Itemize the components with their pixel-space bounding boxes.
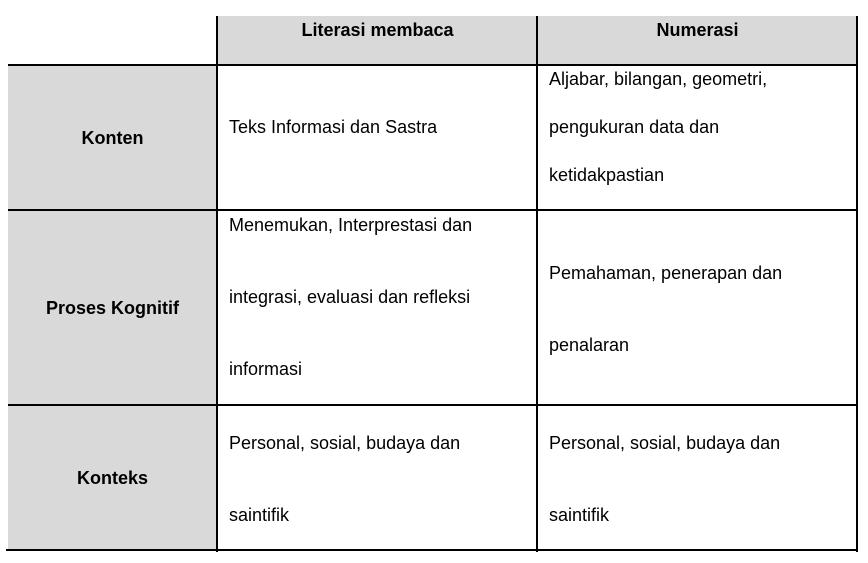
cell-text: Pemahaman, penerapan dan <box>549 263 783 283</box>
row-header-konteks <box>8 406 217 550</box>
cell-proses-numerasi <box>538 211 857 405</box>
column-header-literasi: Literasi membaca <box>301 20 454 40</box>
grid-line-vertical <box>536 16 538 552</box>
column-header-numerasi: Numerasi <box>656 20 739 40</box>
cell-text: penalaran <box>549 335 630 355</box>
row-label-konteks: Konteks <box>76 467 148 488</box>
grid-line-horizontal <box>8 209 858 211</box>
row-header-konten <box>8 66 217 210</box>
cell-text: saintifik <box>229 505 290 525</box>
grid-line-horizontal <box>8 404 858 406</box>
cell-konten-literasi <box>218 66 537 210</box>
cell-text: Personal, sosial, budaya dan <box>229 433 461 453</box>
cell-text: informasi <box>229 359 303 379</box>
grid-line-vertical <box>856 16 858 552</box>
row-label-konten: Konten <box>81 127 144 148</box>
grid-line-horizontal <box>6 549 858 551</box>
cell-konteks-numerasi <box>538 406 857 550</box>
cell-proses-literasi <box>218 211 537 405</box>
row-label-proses-kognitif: Proses Kognitif <box>45 297 179 318</box>
cell-konten-numerasi <box>538 66 857 210</box>
cell-text: ketidakpastian <box>549 165 665 185</box>
cell-text: pengukuran data dan <box>549 117 720 137</box>
header-cell-literasi <box>218 16 537 65</box>
header-cell-numerasi <box>538 16 857 65</box>
cell-text: integrasi, evaluasi dan refleksi <box>229 287 471 307</box>
cell-konteks-literasi <box>218 406 537 550</box>
cell-text: saintifik <box>549 505 610 525</box>
cell-text: Personal, sosial, budaya dan <box>549 433 781 453</box>
cell-text: Menemukan, Interprestasi dan <box>229 215 473 235</box>
cell-text: Teks Informasi dan Sastra <box>229 117 438 137</box>
row-header-proses-kognitif <box>8 211 217 405</box>
grid-line-horizontal <box>8 64 858 66</box>
cell-text: Aljabar, bilangan, geometri, <box>549 69 768 89</box>
grid-line-vertical <box>216 16 218 552</box>
